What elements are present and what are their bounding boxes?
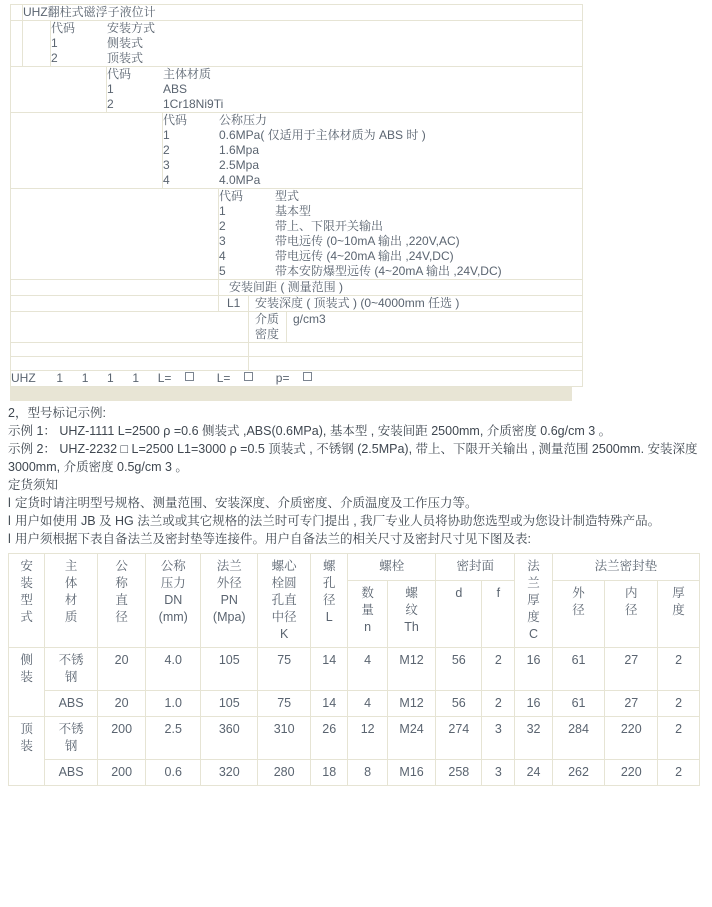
section-header-row <box>219 189 582 204</box>
cell-bolt-hole-diameter: 26 <box>311 717 348 760</box>
col-header-body-material <box>45 554 98 648</box>
density-key-line1: 介质 <box>255 312 280 326</box>
cell-gasket-inner: 27 <box>605 691 658 717</box>
cell-seal-f: 3 <box>482 717 515 760</box>
header-line: 材 <box>64 593 78 607</box>
col-header-nominal-diameter <box>97 554 145 648</box>
cell-seal-f: 3 <box>482 760 515 786</box>
cell-bolt-thread: M24 <box>387 717 435 760</box>
cell-line: 不锈 <box>58 653 84 667</box>
header-line: 外 <box>572 585 585 600</box>
cell-gasket-outer: 61 <box>552 648 605 691</box>
code-option-row <box>107 97 582 112</box>
order-item-text: 用户须根据下表自备法兰及密封垫等连接件。用户自备法兰的相关尺寸及密封尺寸见下图及表: <box>15 532 531 546</box>
option-desc: 带本安防爆型远传 (4~20mA 输出 ,24V,DC) <box>275 264 502 278</box>
option-desc: 顶装式 <box>107 51 144 65</box>
group-header-bolt: 螺栓 <box>348 554 436 581</box>
cell-seal-d: 56 <box>436 648 482 691</box>
desc-header: 型式 <box>275 189 300 203</box>
header-line: DN <box>164 593 183 607</box>
header-line: 栓圆 <box>271 576 297 590</box>
cell-flange-outer-diameter: 105 <box>201 648 258 691</box>
option-code: 2 <box>107 97 114 111</box>
header-line: 径 <box>322 593 336 607</box>
header-line: K <box>280 627 289 641</box>
order-heading: 定货须知 <box>8 478 59 492</box>
cell-bolt-thread: M16 <box>387 760 435 786</box>
option-desc: 带电远传 (0~10mA 输出 ,220V,AC) <box>275 234 460 248</box>
medium-density-row <box>11 312 583 343</box>
code-option-row <box>219 249 582 264</box>
empty-row <box>11 343 583 357</box>
cell-bolt-circle-diameter: 280 <box>258 760 311 786</box>
option-desc: 2.5Mpa <box>219 158 260 172</box>
cell-bolt-hole-diameter: 14 <box>311 648 348 691</box>
header-line: 体 <box>64 576 78 590</box>
cell-gasket-outer: 262 <box>552 760 605 786</box>
header-line: n <box>364 619 372 634</box>
option-desc: 0.6MPa( 仅适用于主体材质为 ABS 时 ) <box>219 128 426 142</box>
spacer-cell <box>11 67 107 113</box>
order-item-text: 用户如使用 JB 及 HG 法兰或或其它规格的法兰时可专门提出 , 我厂专业人员将协助您选型或为您设计制造特殊产品。 <box>15 514 661 528</box>
cell-gasket-outer: 284 <box>552 717 605 760</box>
cell-nominal-diameter: 20 <box>97 691 145 717</box>
code-option-row <box>163 173 582 188</box>
cell-nominal-diameter: 200 <box>97 717 145 760</box>
header-line: 法 <box>527 559 540 573</box>
group-header-flange-gasket: 法兰密封垫 <box>552 554 699 581</box>
option-code: 1 <box>51 36 58 50</box>
cell-seal-f: 2 <box>482 648 515 691</box>
header-line: 兰 <box>527 576 540 590</box>
header-line: 厚 <box>672 585 685 600</box>
code-option-row <box>163 128 582 143</box>
cell-line: 顶 <box>20 722 33 736</box>
list-bullet-icon: l <box>8 514 11 528</box>
section-header-row <box>163 113 582 128</box>
option-code: 5 <box>219 264 226 278</box>
table-row <box>9 648 700 691</box>
code-digit-3: 1 <box>107 371 114 385</box>
list-bullet-icon: l <box>8 496 11 510</box>
spacer-cell <box>11 189 219 280</box>
order-item <box>8 512 712 530</box>
cell-material <box>45 648 98 691</box>
header-line: (mm) <box>158 610 188 624</box>
header-line: (Mpa) <box>212 610 246 624</box>
cell-line: ABS <box>58 696 84 710</box>
header-line: 量 <box>361 602 374 617</box>
option-code: 1 <box>107 82 114 96</box>
option-code: 2 <box>219 219 226 233</box>
spacer-cell <box>249 357 583 371</box>
header-line: 式 <box>20 610 33 624</box>
table-row <box>9 691 700 717</box>
header-line: 法兰 <box>216 559 242 573</box>
header-line: 数 <box>361 585 374 600</box>
diagram-title-row <box>11 5 583 21</box>
section-type <box>219 189 583 280</box>
cell-flange-outer-diameter: 320 <box>201 760 258 786</box>
cell-bolt-circle-diameter: 75 <box>258 691 311 717</box>
code-header: 代码 <box>219 189 244 203</box>
code-digit-1: 1 <box>56 371 64 385</box>
spacer-cell <box>11 280 219 296</box>
col-header-nominal-pressure <box>146 554 201 648</box>
cell-nominal-diameter: 20 <box>97 648 145 691</box>
header-line: 螺 <box>405 585 418 600</box>
header-line: 孔直 <box>271 593 297 607</box>
option-code: 3 <box>219 234 226 248</box>
cell-bolt-quantity: 4 <box>348 691 388 717</box>
header-line: 质 <box>64 610 78 624</box>
section-body-material-row <box>11 67 583 113</box>
header-line: 型 <box>20 593 33 607</box>
cell-install-type <box>9 648 45 717</box>
cell-gasket-outer: 61 <box>552 691 605 717</box>
cell-line: 侧 <box>20 653 33 667</box>
option-code: 4 <box>219 249 226 263</box>
spacer-cell <box>11 113 163 189</box>
option-desc: ABS <box>163 82 188 96</box>
option-desc: 4.0MPa <box>219 173 261 187</box>
col-header-flange-outer-diameter <box>201 554 258 648</box>
col-header-gasket-outer <box>552 580 605 647</box>
header-line: 中径 <box>271 610 297 624</box>
header-line: 装 <box>20 576 33 590</box>
code-summary-row <box>11 371 583 387</box>
col-header-bolt-circle-diameter <box>258 554 311 648</box>
code-field-length: L= <box>157 371 172 385</box>
notes-section <box>8 404 712 548</box>
header-line: 孔 <box>322 576 336 590</box>
header-line: 称 <box>115 576 128 590</box>
product-title: UHZ翻柱式磁浮子液位计 <box>23 5 583 21</box>
option-desc: 带上、下限开关输出 <box>275 219 384 233</box>
code-field-depth: L= <box>216 371 231 385</box>
cell-line: 不锈 <box>58 722 84 736</box>
option-code: 2 <box>51 51 58 65</box>
option-desc: 侧装式 <box>107 36 144 50</box>
code-digit-4: 1 <box>132 371 140 385</box>
desc-header: 主体材质 <box>163 67 212 81</box>
header-line: 纹 <box>405 602 418 617</box>
code-option-row <box>163 158 582 173</box>
checkbox-glyph-icon <box>185 372 194 381</box>
cell-bolt-quantity: 4 <box>348 648 388 691</box>
code-option-row <box>219 219 582 234</box>
header-line: 直 <box>115 593 128 607</box>
section-install-method <box>51 21 583 67</box>
desc-header: 安装方式 <box>107 21 156 35</box>
header-line: 外径 <box>216 576 242 590</box>
cell-flange-thickness: 32 <box>515 717 552 760</box>
cell-gasket-inner: 220 <box>605 760 658 786</box>
cell-nominal-diameter: 200 <box>97 760 145 786</box>
medium-density-unit: g/cm3 <box>287 312 583 343</box>
spacer-cell <box>249 343 583 357</box>
table-row <box>9 717 700 760</box>
order-item <box>8 494 712 512</box>
checkbox-glyph-icon <box>303 372 312 381</box>
spacer-cell <box>11 5 23 21</box>
cell-flange-outer-diameter: 360 <box>201 717 258 760</box>
table-row <box>9 760 700 786</box>
cell-line: 装 <box>20 739 33 753</box>
header-line: 径 <box>572 602 585 617</box>
code-option-row <box>219 234 582 249</box>
option-desc: 带电远传 (4~20mA 输出 ,24V,DC) <box>275 249 454 263</box>
example-2: 示例 2： UHZ-2232 □ L=2500 L1=3000 ρ =0.5 顶装式 , 不锈钢 (2.5MPa), 带上、下限开关输出 , 测量范围 2500mm. 安装深度 3000mm, 介质密度 0.5g/cm 3 。 <box>8 442 698 474</box>
header-line: 径 <box>115 610 128 624</box>
diagram-footer-strip <box>10 387 572 401</box>
header-line: L <box>325 610 333 624</box>
header-line: 内 <box>625 585 638 600</box>
medium-density-key <box>249 312 287 343</box>
header-line: f <box>496 585 501 600</box>
empty-row <box>11 357 583 371</box>
header-line: 螺心 <box>271 559 297 573</box>
code-option-row <box>51 36 582 51</box>
option-code: 4 <box>163 173 170 187</box>
spacer-cell <box>11 21 23 67</box>
code-header: 代码 <box>51 21 76 35</box>
option-code: 1 <box>219 204 226 218</box>
header-line: 螺 <box>322 559 336 573</box>
section-header-row <box>107 67 582 82</box>
cell-flange-thickness: 16 <box>515 691 552 717</box>
section-body-material <box>107 67 583 113</box>
option-desc: 1Cr18Ni9Ti <box>163 97 224 111</box>
option-code: 1 <box>163 128 170 142</box>
option-code: 2 <box>163 143 170 157</box>
option-code: 3 <box>163 158 170 172</box>
flange-spec-table <box>8 553 700 786</box>
code-header: 代码 <box>163 113 188 127</box>
notes-heading: 2，型号标记示例: <box>8 406 106 420</box>
cell-gasket-inner: 220 <box>605 717 658 760</box>
list-bullet-icon: l <box>8 532 11 546</box>
code-digit-2: 1 <box>81 371 89 385</box>
header-line: 度 <box>527 610 540 624</box>
code-header: 代码 <box>107 67 132 81</box>
cell-material <box>45 760 98 786</box>
cell-bolt-circle-diameter: 75 <box>258 648 311 691</box>
cell-flange-thickness: 24 <box>515 760 552 786</box>
cell-bolt-hole-diameter: 14 <box>311 691 348 717</box>
header-line: 公称 <box>160 559 186 573</box>
cell-seal-d: 274 <box>436 717 482 760</box>
col-header-seal-f <box>482 580 515 647</box>
spec-group-header-row <box>9 554 700 581</box>
cell-seal-d: 56 <box>436 691 482 717</box>
col-header-bolt-quantity <box>348 580 388 647</box>
cell-seal-f: 2 <box>482 691 515 717</box>
section-install-method-row <box>11 21 583 67</box>
header-line: 公 <box>115 559 128 573</box>
header-line: C <box>529 627 539 641</box>
cell-nominal-pressure: 4.0 <box>146 648 201 691</box>
install-spacing-label: 安装间距 ( 测量范围 ) <box>219 280 583 296</box>
code-summary-line <box>11 371 583 387</box>
desc-header: 公称压力 <box>219 113 268 127</box>
code-prefix: UHZ <box>11 371 36 385</box>
header-line: Th <box>404 619 419 634</box>
install-depth-key: L1 <box>219 296 249 312</box>
cell-line: 钢 <box>64 670 78 684</box>
header-line: 安 <box>20 559 33 573</box>
col-header-gasket-thickness <box>658 580 700 647</box>
col-header-gasket-inner <box>605 580 658 647</box>
cell-bolt-thread: M12 <box>387 648 435 691</box>
density-key-line2: 密度 <box>255 327 280 341</box>
cell-bolt-thread: M12 <box>387 691 435 717</box>
cell-gasket-inner: 27 <box>605 648 658 691</box>
col-header-install-type <box>9 554 45 648</box>
spacer-cell <box>11 357 249 371</box>
option-desc: 基本型 <box>275 204 312 218</box>
order-item <box>8 530 712 548</box>
cell-material <box>45 717 98 760</box>
cell-line: 钢 <box>64 739 78 753</box>
col-header-seal-d <box>436 580 482 647</box>
cell-gasket-thickness: 2 <box>658 648 700 691</box>
col-header-bolt-hole-diameter <box>311 554 348 648</box>
header-line: PN <box>220 593 238 607</box>
code-option-row <box>219 264 582 279</box>
example-1: 示例 1： UHZ-1111 L=2500 ρ =0.6 侧装式 ,ABS(0.6MPa), 基本型 , 安装间距 2500mm, 介质密度 0.6g/cm 3 。 <box>8 424 612 438</box>
col-header-flange-thickness <box>515 554 552 648</box>
checkbox-glyph-icon <box>244 372 253 381</box>
spacer-cell <box>11 343 249 357</box>
cell-install-type <box>9 717 45 786</box>
order-item-text: 定货时请注明型号规格、测量范围、安装深度、介质密度、介质温度及工作压力等。 <box>15 496 478 510</box>
cell-material <box>45 691 98 717</box>
header-line: 径 <box>625 602 638 617</box>
install-depth-label: 安装深度 ( 顶装式 ) (0~4000mm 任选 ) <box>249 296 583 312</box>
section-nominal-pressure <box>163 113 583 189</box>
cell-nominal-pressure: 1.0 <box>146 691 201 717</box>
cell-bolt-circle-diameter: 310 <box>258 717 311 760</box>
cell-gasket-thickness: 2 <box>658 691 700 717</box>
cell-flange-outer-diameter: 105 <box>201 691 258 717</box>
cell-gasket-thickness: 2 <box>658 717 700 760</box>
cell-seal-d: 258 <box>436 760 482 786</box>
cell-line: 装 <box>20 670 33 684</box>
header-line: 压力 <box>160 576 186 590</box>
cell-nominal-pressure: 0.6 <box>146 760 201 786</box>
cell-flange-thickness: 16 <box>515 648 552 691</box>
code-option-row <box>163 143 582 158</box>
code-option-row <box>107 82 582 97</box>
section-nominal-pressure-row <box>11 113 583 189</box>
code-field-density: p= <box>275 371 290 385</box>
group-header-sealing-face: 密封面 <box>436 554 515 581</box>
header-line: 主 <box>64 559 78 573</box>
spacer-cell <box>11 296 219 312</box>
cell-gasket-thickness: 2 <box>658 760 700 786</box>
code-option-row <box>219 204 582 219</box>
cell-line: ABS <box>58 765 84 779</box>
model-code-diagram <box>10 4 583 387</box>
cell-bolt-quantity: 8 <box>348 760 388 786</box>
cell-bolt-hole-diameter: 18 <box>311 760 348 786</box>
section-header-row <box>51 21 582 36</box>
option-desc: 1.6Mpa <box>219 143 260 157</box>
install-spacing-row <box>11 280 583 296</box>
header-line: d <box>455 585 463 600</box>
header-line: 度 <box>672 602 685 617</box>
install-depth-row <box>11 296 583 312</box>
col-header-bolt-thread <box>387 580 435 647</box>
spacer-cell <box>23 21 51 67</box>
code-option-row <box>51 51 582 66</box>
section-type-row <box>11 189 583 280</box>
cell-nominal-pressure: 2.5 <box>146 717 201 760</box>
header-line: 厚 <box>527 593 540 607</box>
spacer-cell <box>11 312 249 343</box>
cell-bolt-quantity: 12 <box>348 717 388 760</box>
